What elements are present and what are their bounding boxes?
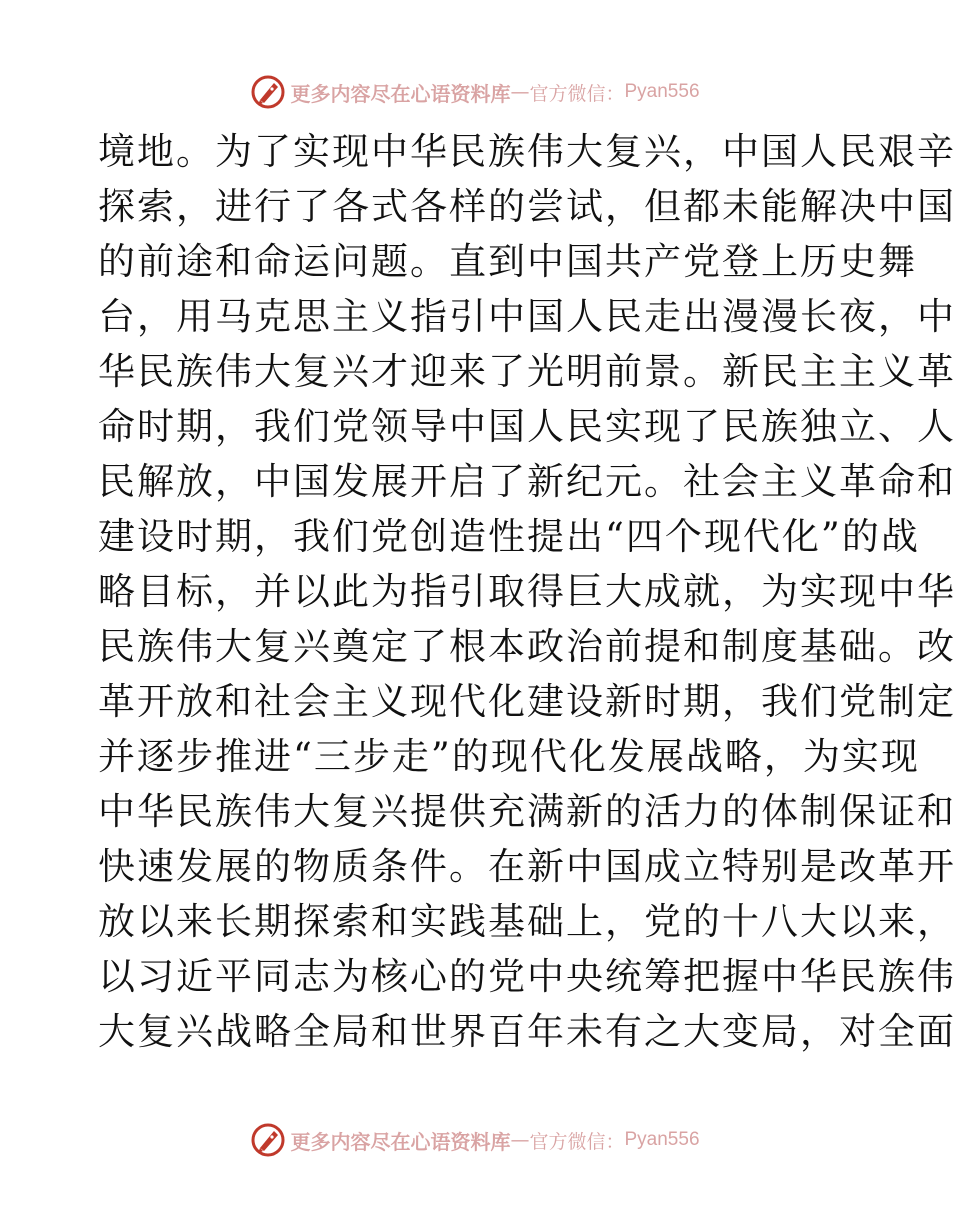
document-body [98,124,956,1114]
text-line: 民解放，中国发展开启了新纪元。社会主义革命和 [98,460,956,503]
text-line: 华民族伟大复兴才迎来了光明前景。新民主主义革 [98,350,956,393]
watermark-official-label: 官方微信： [529,82,625,105]
footer-watermark-banner [0,1118,950,1162]
watermark-wechat-id: Pyan556 [624,1129,700,1150]
text-line: 革开放和社会主义现代化建设新时期，我们党制定 [98,680,956,723]
text-line: 境地。为了实现中华民族伟大复兴，中国人民艰辛 [98,130,956,173]
text-line: 放以来长期探索和实践基础上，党的十八大以来， [98,900,956,943]
text-line: 中华民族伟大复兴提供充满新的活力的体制保证和 [98,790,956,833]
text-line: 略目标，并以此为指引取得巨大成就，为实现中华 [98,570,956,613]
text-line: 建设时期，我们党创造性提出“四个现代化”的战 [98,515,920,558]
pen-nib-logo-icon [250,1122,286,1158]
text-line: 探索，进行了各式各样的尝试，但都未能解决中国 [98,185,956,228]
text-line: 以习近平同志为核心的党中央统筹把握中华民族伟 [98,955,956,998]
watermark-text: 更多内容尽在心语资料库 [290,1129,511,1154]
text-line: 民族伟大复兴奠定了根本政治前提和制度基础。改 [98,625,956,668]
watermark-dash: — [510,81,530,103]
header-watermark-banner [0,70,950,114]
watermark-text: 更多内容尽在心语资料库 [290,81,511,106]
watermark-official-label: 官方微信： [529,1130,625,1153]
text-line: 并逐步推进“三步走”的现代化发展战略，为实现 [98,735,920,778]
pen-nib-logo-icon [250,74,286,110]
text-line: 的前途和命运问题。直到中国共产党登上历史舞 [98,240,917,283]
text-line: 命时期，我们党领导中国人民实现了民族独立、人 [98,405,956,448]
text-line: 大复兴战略全局和世界百年未有之大变局，对全面 [98,1010,956,1053]
watermark-dash: — [510,1129,530,1151]
watermark-wechat-id: Pyan556 [624,81,700,102]
text-line: 快速发展的物质条件。在新中国成立特别是改革开 [98,845,956,888]
text-line: 台，用马克思主义指引中国人民走出漫漫长夜，中 [98,295,956,338]
